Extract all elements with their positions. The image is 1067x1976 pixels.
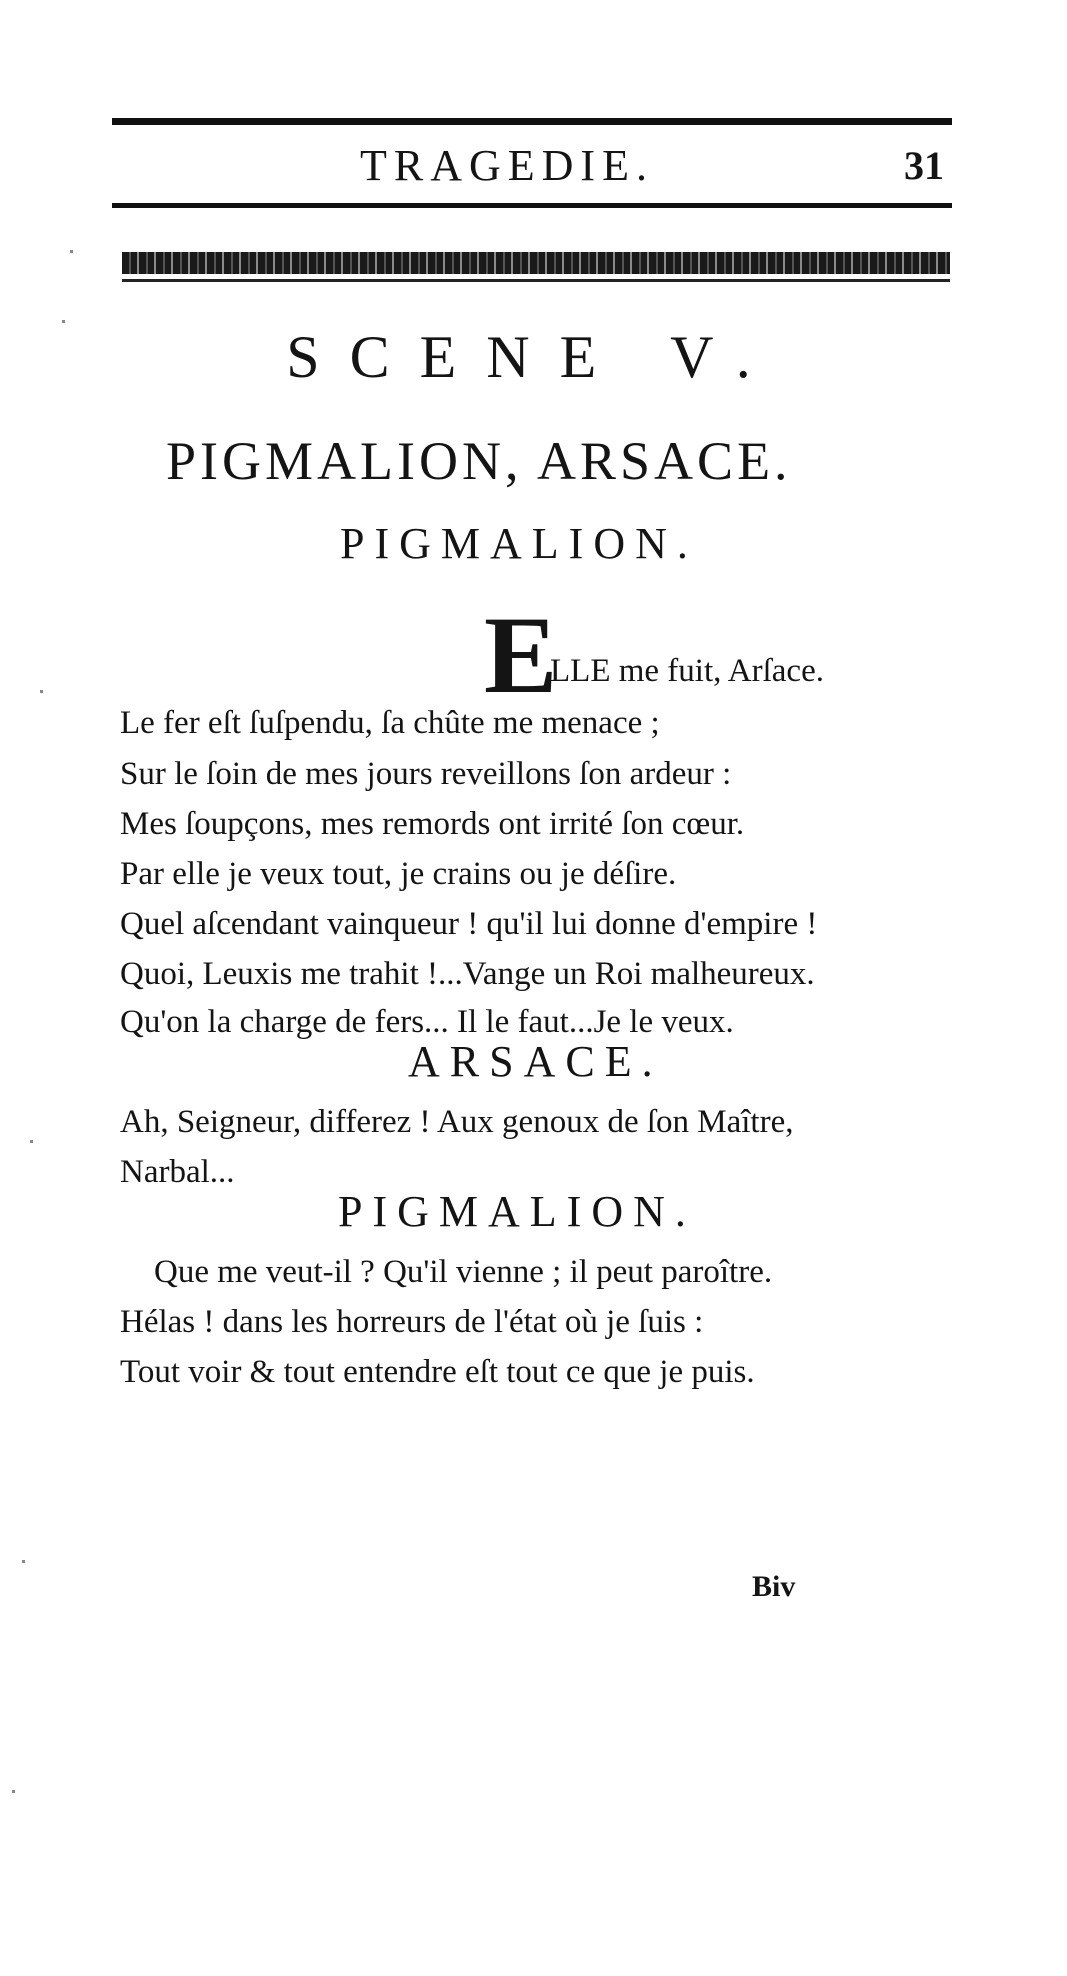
decorative-ornament-band [122, 252, 950, 274]
page-number: 31 [904, 143, 944, 188]
running-title: TRAGEDIE. [360, 141, 654, 190]
drop-cap: E [484, 594, 558, 716]
header-top-rule [112, 118, 952, 125]
margin-speck [22, 1560, 25, 1563]
speaker-name: PIGMALION. [338, 1187, 696, 1236]
verse-line: Qu'on la charge de fers... Il le faut...Je le veux. [120, 1004, 734, 1040]
margin-speck [62, 320, 65, 323]
verse-line: Quel aſcendant vainqueur ! qu'il lui donne d'empire ! [120, 906, 818, 942]
verse-line: Quoi, Leuxis me trahit !...Vange un Roi malheureux. [120, 956, 815, 992]
verse-line: Mes ſoupçons, mes remords ont irrité ſon cœur. [120, 806, 745, 842]
verse-line: Tout voir & tout entendre eſt tout ce que je puis. [120, 1354, 755, 1390]
ornament-underline [122, 279, 950, 282]
verse-line: Par elle je veux tout, je crains ou je déſire. [120, 856, 677, 892]
margin-speck [30, 1140, 33, 1143]
margin-speck [12, 1790, 15, 1793]
verse-line: Le fer eſt ſuſpendu, ſa chûte me menace ; [120, 705, 660, 741]
verse-line: Sur le ſoin de mes jours reveillons ſon ardeur : [120, 756, 732, 792]
header-bottom-rule [112, 203, 952, 208]
verse-line: Narbal... [120, 1154, 235, 1190]
verse-line: LLE me fuit, Arſace. [550, 653, 824, 689]
scene-characters: PIGMALION, ARSACE. [166, 431, 792, 491]
scene-title: SCENE V. [286, 324, 781, 390]
speaker-name: ARSACE. [408, 1037, 663, 1086]
margin-speck [70, 250, 73, 253]
verse-line: Hélas ! dans les horreurs de l'état où je ſuis : [120, 1304, 704, 1340]
margin-speck [40, 690, 43, 693]
verse-line: Ah, Seigneur, differez ! Aux genoux de ſon Maître, [120, 1104, 794, 1140]
speaker-name: PIGMALION. [340, 519, 698, 568]
signature-mark: Biv [752, 1570, 796, 1603]
verse-line: Que me veut-il ? Qu'il vienne ; il peut paroître. [154, 1254, 773, 1290]
